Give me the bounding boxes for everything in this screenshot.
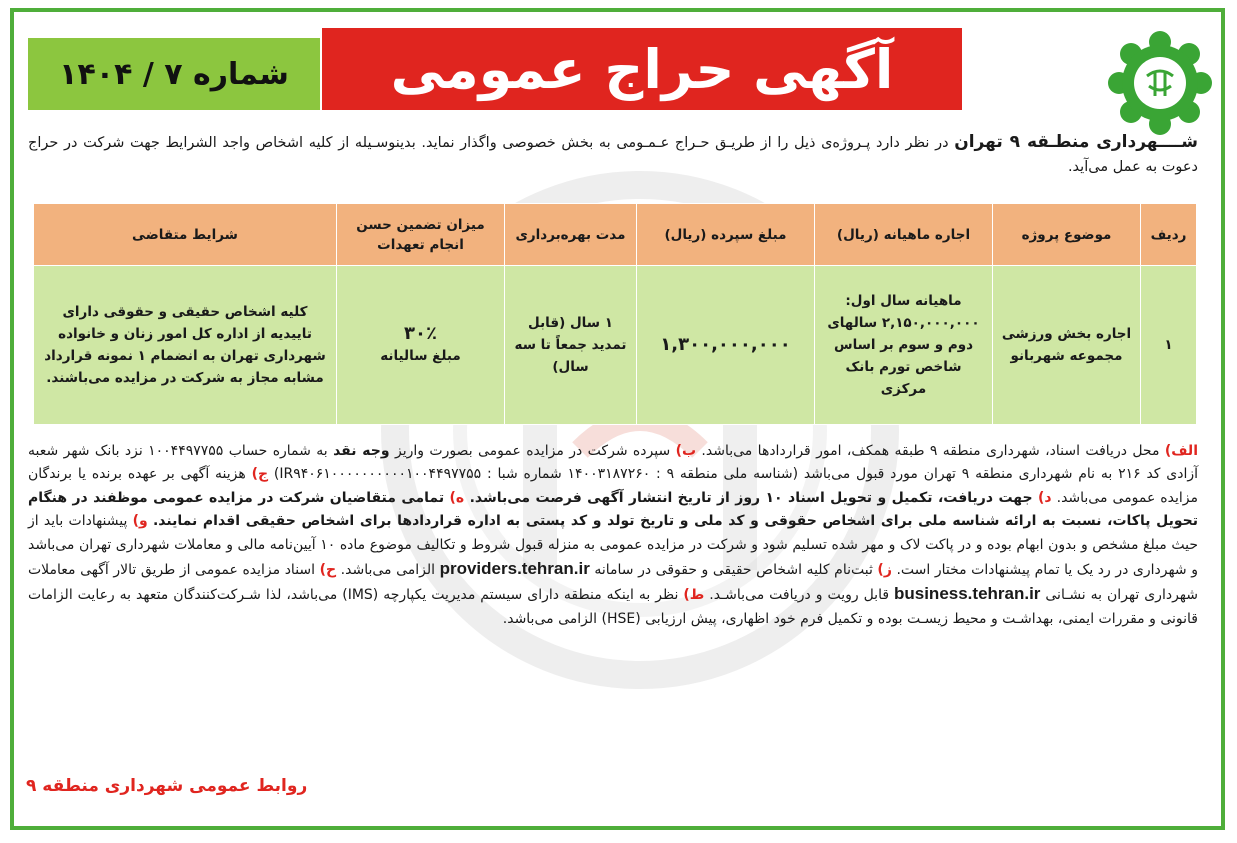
clause-text: محل دریافت اسناد، شهرداری منطقه ۹ طبقه همکف، امور قراردادها می‌باشد. [696, 443, 1165, 459]
clause-text: ثبت‌نام کلیه اشخاص حقیقی و حقوقی در سامانه [589, 562, 878, 579]
guarantee-percent: ۳۰٪ [404, 323, 437, 344]
clause-label: و) [132, 513, 148, 530]
clause-text: هزینه آگهی بر عهده برنده یا برندگان مزایده عمومی می‌باشد. [28, 466, 1198, 506]
th-row: ردیف [1141, 204, 1197, 266]
clause-bold: وجه نقد [333, 443, 390, 459]
clause-text: نظر به اینکه منطقه دارای سیستم مدیریت یکپارچه (IMS) می‌باشد، لذا شـرکت‌کنندگان متعهد به رعایت الزامات قانونی و مقررات ایمنی، بهداشـت و محیط زیسـت بوده و تکمیل فرم خود اظهاری، پیش ارزیابی (HSE) الزامی می‌باشد. [28, 587, 1198, 627]
cell-rent: ماهیانه سال اول: ۲,۱۵۰,۰۰۰,۰۰۰ سالهای دوم و سوم بر اساس شاخص تورم بانک مرکزی [815, 266, 993, 425]
terms-paragraph [28, 440, 1198, 631]
th-guarantee: میزان تضمین حسن انجام تعهدات [337, 204, 505, 266]
clause-text: پیشنهادات باید از حیث مبلغ مشخص و بدون ابهام بوده و در پاکت لاک و مهر شده تسلیم شود و شرکت در مزایده عمومی به منزله قبول شروط و تکالیف موضوع ماده ۱۰ آیین‌نامه مالی و معاملات شهرداری تهران می‌باشد و شهرداری در رد یک یا تمام پیشنهادات مختار است. [28, 513, 1198, 579]
cell-row: ۱ [1141, 266, 1197, 425]
cell-conditions: کلیه اشخاص حقیقی و حقوقی دارای تاییدیه از اداره کل امور زنان و خانواده شهرداری تهران به انضمام ۱ نمونه قرارداد مشابه مجاز به شرکت در مزایده می‌باشند. [34, 266, 337, 425]
auction-table [33, 203, 1197, 425]
th-duration: مدت بهره‌برداری [505, 204, 637, 266]
clause-text: تمامی متقاضیان شرکت در مزایده عمومی موظفند در هنگام تحویل پاکات، نسبت به ارائه شناسه ملی برای اشخاص حقوقی و کد ملی و تاریخ تولد و کد پستی به اداره قراردادها برای اشخاص حقیقی اقدام نمایند. [28, 489, 1199, 530]
table-header-row [34, 204, 1197, 266]
clause-label: د) [1038, 489, 1052, 506]
cell-guarantee [337, 266, 505, 425]
clause-text: به شماره حساب ۱۰۰۴۴۹۷۷۵۵ نزد بانک شهر شعبه آزادی کد ۲۱۶ به نام شهرداری منطقه ۹ تهران مورد قبول می‌باشد (شناسه ملی منطقه ۹ : ۱۴۰۰۳۱۸۷۲۶۰ شماره شبا : IR۹۴۰۶۱۰۰۰۰۰۰۰۰۰۰۱۰۰۴۴۹۷۷۵۵) [28, 443, 1198, 483]
tehran-municipality-logo [1105, 28, 1215, 138]
footer-signature: روابط عمومی شهرداری منطقه ۹ [26, 776, 308, 796]
clause-label: ب) [675, 443, 697, 459]
clause-text: جهت دریافت، تکمیل و تحویل اسناد ۱۰ روز از تاریخ انتشار آگهی فرصت می‌باشد. [464, 489, 1039, 506]
clause-label: ج) [251, 466, 269, 483]
clause-text: سپرده شرکت در مزایده عمومی بصورت واریز [389, 443, 676, 459]
clause-label: ه) [449, 489, 465, 506]
th-deposit: مبلغ سپرده (ریال) [637, 204, 815, 266]
providers-link[interactable]: providers.tehran.ir [439, 559, 590, 579]
clause-label: ز) [877, 562, 892, 579]
notice-number: شماره ۷ / ۱۴۰۴ [28, 38, 320, 110]
clause-label: ط) [683, 587, 705, 604]
cell-subject: اجاره بخش ورزشی مجموعه شهربانو [993, 266, 1141, 425]
table-row [34, 266, 1197, 425]
cell-deposit: ۱,۳۰۰,۰۰۰,۰۰۰ [637, 266, 815, 425]
business-link[interactable]: business.tehran.ir [893, 584, 1041, 604]
clause-label: الف) [1164, 443, 1198, 459]
cell-duration: ۱ سال (قابل تمدید جمعاً تا سه سال) [505, 266, 637, 425]
clause-text: قابل رویت و دریافت می‌باشـد. [704, 587, 894, 604]
th-conditions: شرایط متقاضی [34, 204, 337, 266]
intro-org: شــــهرداری منطـقه ۹ تهران [954, 132, 1198, 152]
th-subject: موضوع پروژه [993, 204, 1141, 266]
guarantee-label: مبلغ سالیانه [380, 348, 461, 364]
th-rent: اجاره ماهیانه (ریال) [815, 204, 993, 266]
clause-text: اسناد مزایده عمومی از طریق تالار آگهی معاملات شهرداری تهران به نشـانی [28, 562, 1198, 604]
notice-title: آگهی حراج عمومی [322, 28, 962, 110]
intro-paragraph [28, 130, 1198, 179]
intro-text: در نظر دارد پـروژه‌ی ذیل را از طریـق حـراج عـمـومی به بخش خصوصی واگذار نماید. بدینوسـیله از کلیه اشخاص واجد الشرایط جهت شرکت در حراج دعوت به عمل می‌آید. [28, 135, 1198, 175]
clause-label: ح) [319, 562, 337, 579]
clause-text: الزامی می‌باشد. [336, 562, 440, 579]
tehran-municipality-logo-icon [1105, 28, 1215, 138]
